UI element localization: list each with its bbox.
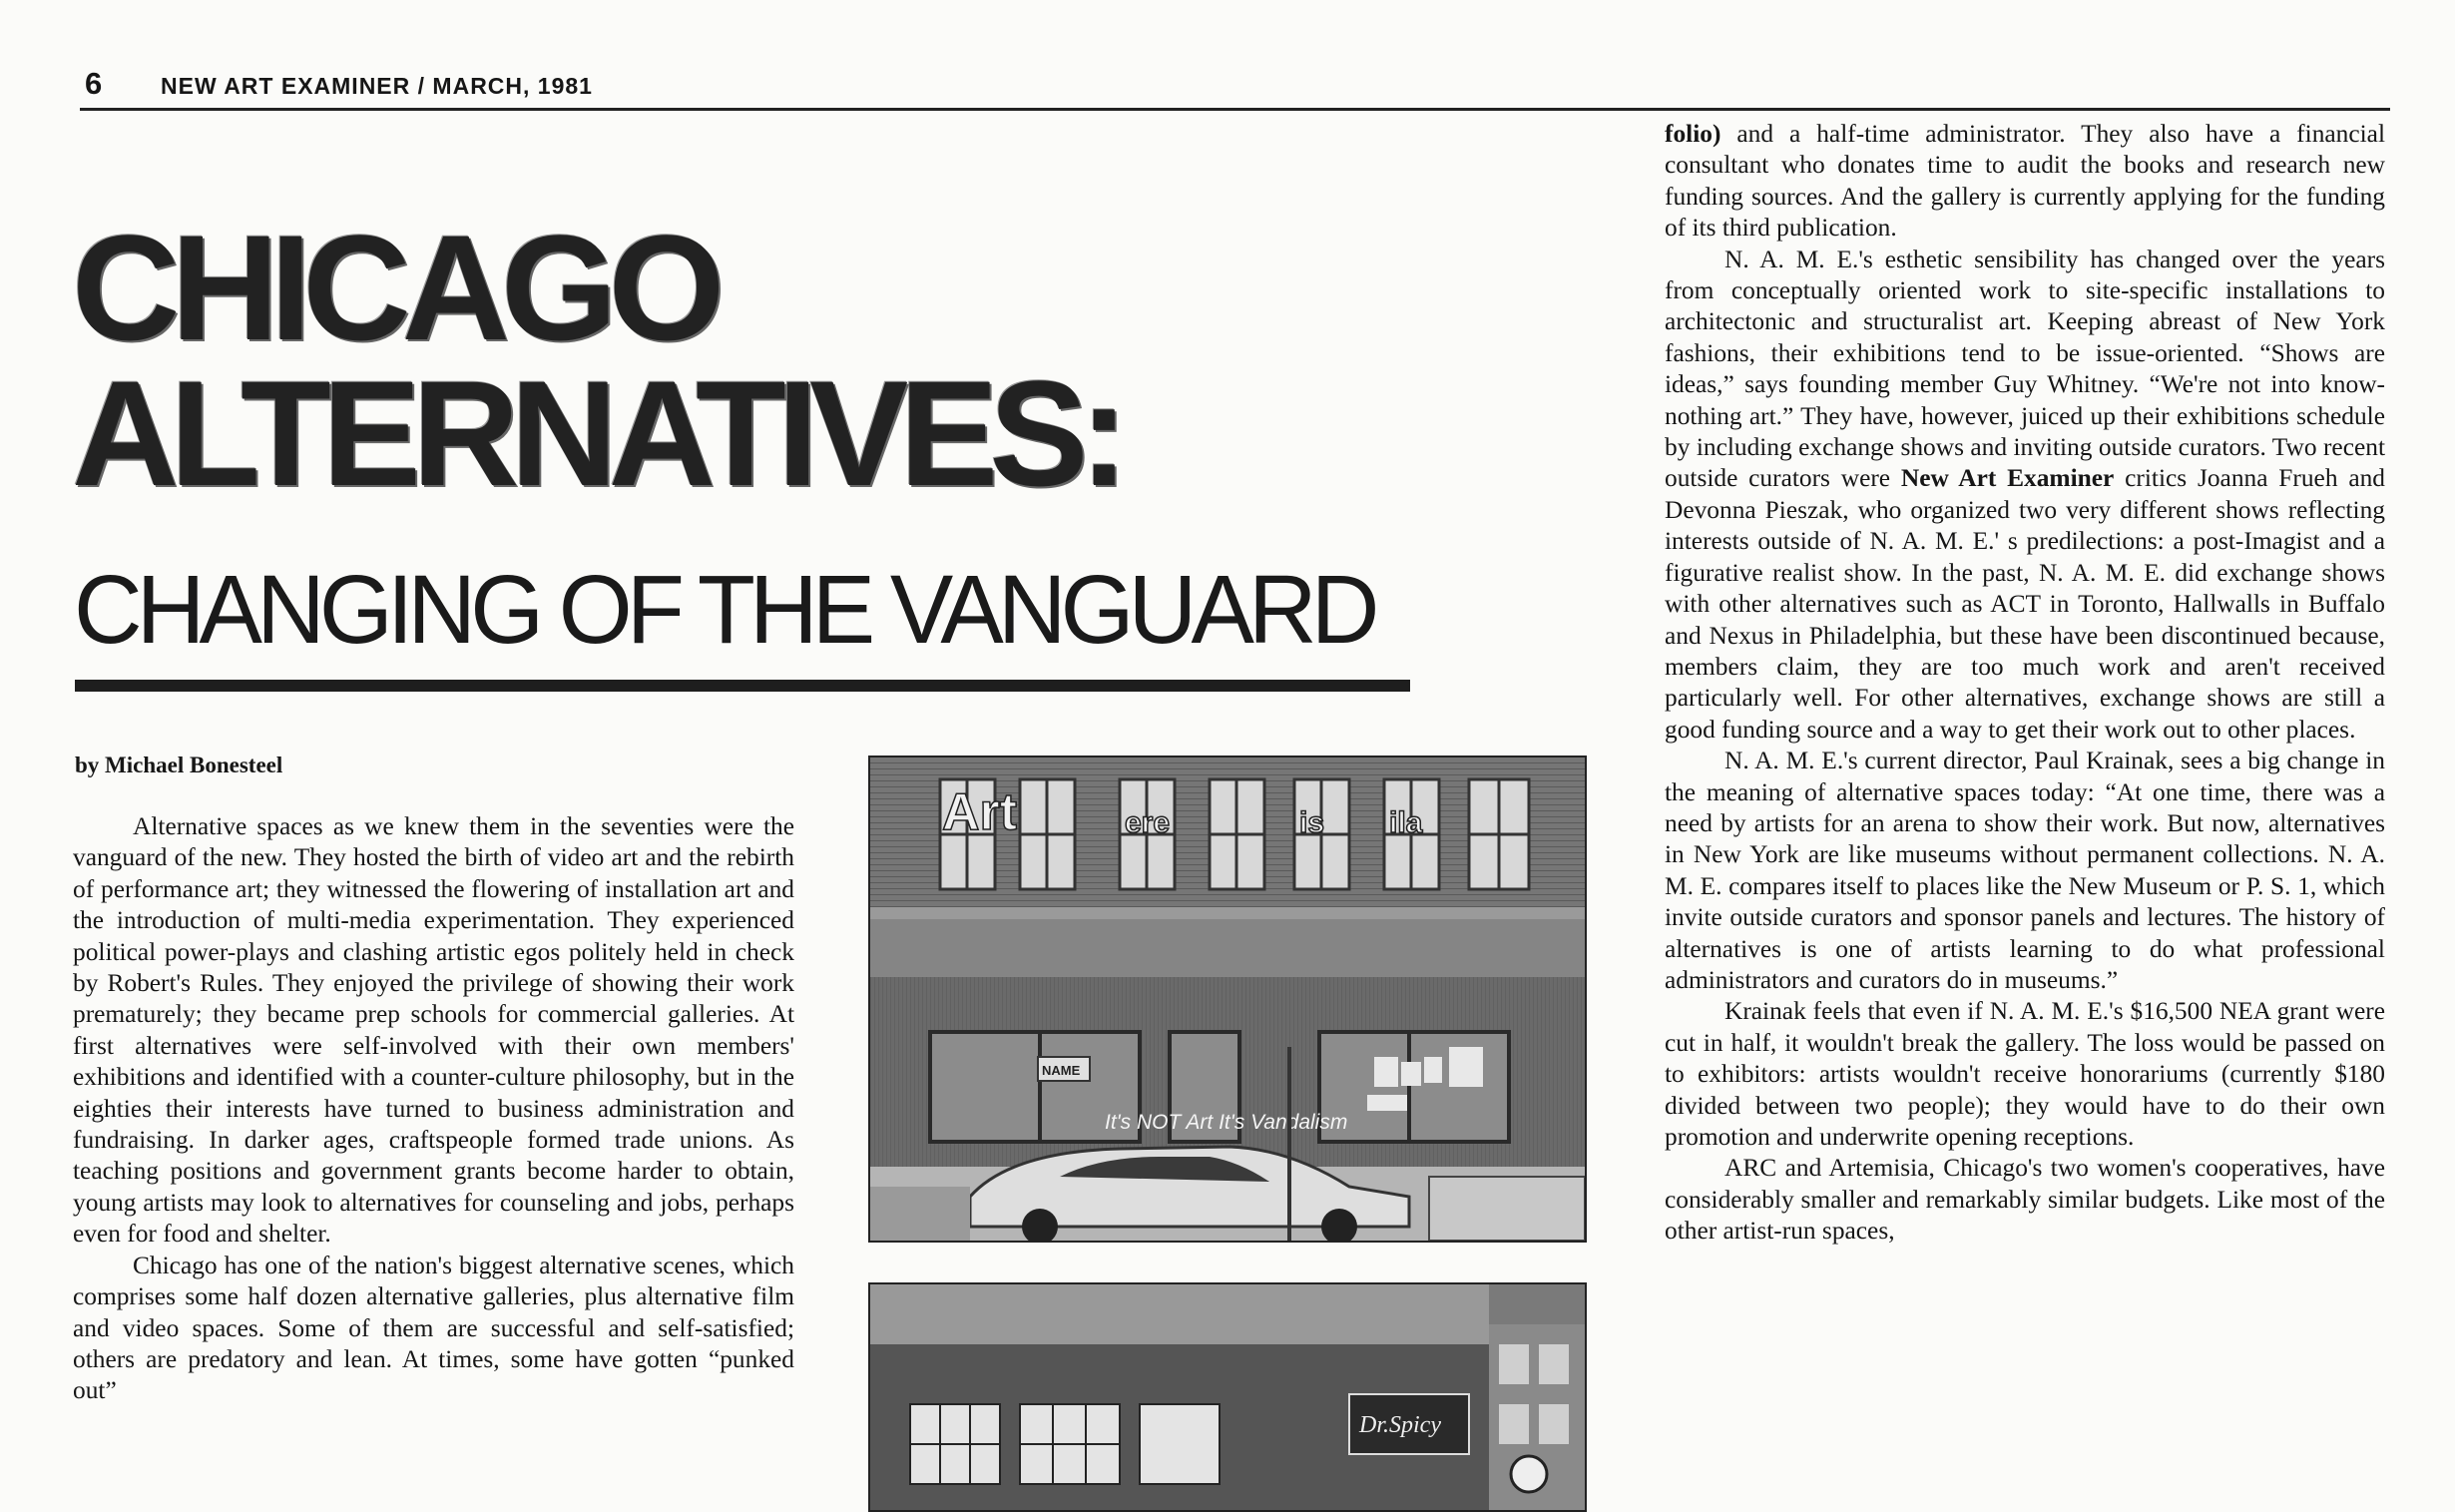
text-run: N. A. M. E.'s esthetic sensibility has changed over the years from conceptually oriented work to site-specific installations to architectonic and structuralist art. Keeping abreast of New York fashions, their exhibitions tend to be issue-oriented. “Shows are ideas,” says founding member Guy Whitney. “We're not into know-nothing art.” They have, however, juiced up their exhibitions schedule by including exchange shows and inviting outside curators. Two recent outside curators were xyxy=(1665,245,2385,493)
headline-subtitle: CHANGING OF THE VANGUARD xyxy=(74,555,1374,664)
paragraph: Alternative spaces as we knew them in the seventies were the vanguard of the new. They hosted the birth of video art and the rebirth of performance art; they witnessed the flowering of installation art and the introduction of multi-media experimentation. They experienced political power-plays and clashing artistic egos politely held in check by Robert's Rules. They enjoyed the privilege of showing their work prematurely; they became prep schools for commercial galleries. At first alternatives were self-involved with their own members' exhibitions and identified with a counter-culture philosophy, but in the eighties their interests have turned to business administration and fundraising. In darker ages, craftspeople formed trade unions. As teaching positions and government grants become harder to obtain, young artists may look to alternatives for counseling and jobs, perhaps even for food and shelter. xyxy=(73,812,794,1249)
graffiti-word: Art xyxy=(942,783,1018,841)
storefront-sign: Dr.Spicy xyxy=(1359,1412,1441,1438)
paragraph xyxy=(1665,245,2385,747)
paragraph: Chicago has one of the nation's biggest alternative scenes, which comprises some half dozen alternative galleries, plus alternative film and video spaces. Some of them are successful and self-satisfied; others are predatory and lean. At times, some have gotten “punked out” xyxy=(73,1251,794,1405)
graffiti-word: is xyxy=(1299,806,1325,839)
text-run: critics Joanna Frueh and Devonna Pieszak, who organized two very different shows reflecting interests outside of N. A. M. E.' s predilections: a post-Imagist and a figurative realist show. In the past, N. A. M. E. did exchange shows with other alternatives such as ACT in Toronto, Hallwalls in Buffalo and Nexus in Philadelphia, but these have been discontinued because, members claim, they are too much work and aren't received particularly well. For other alternatives, exchange shows are still a good funding source and a way to get their work out to other places. xyxy=(1665,464,2385,744)
graffiti-word: ila xyxy=(1389,806,1423,839)
publication-name: New Art Examiner xyxy=(1900,464,2115,493)
header-rule xyxy=(80,108,2390,111)
headline-line2: ALTERNATIVES: xyxy=(72,349,1121,517)
title-rule xyxy=(75,680,1410,692)
graffiti-caption: It's NOT Art It's Vandalism xyxy=(1105,1111,1348,1134)
page-number: 6 xyxy=(85,66,103,101)
storefront-photo xyxy=(868,1282,1587,1512)
headline-line1: CHICAGO xyxy=(72,204,717,371)
article-column-2 xyxy=(1665,119,2385,1248)
storefront-illustration xyxy=(870,1284,1585,1510)
running-head: NEW ART EXAMINER / MARCH, 1981 xyxy=(161,73,593,99)
facade-illustration xyxy=(870,757,1585,1241)
bold-text: folio) xyxy=(1665,120,1721,148)
gallery-sign: NAME xyxy=(1042,1063,1081,1078)
text-run: and a half-time administrator. They also have a financial consultant who donates time to audit the books and research new funding sources. And the gallery is currently applying for the funding of its third publication. xyxy=(1665,120,2385,243)
byline: by Michael Bonesteel xyxy=(75,753,283,777)
paragraph: ARC and Artemisia, Chicago's two women's cooperatives, have considerably smaller and remarkably similar budgets. Like most of the other artist-run spaces, xyxy=(1665,1154,2385,1246)
page-header xyxy=(85,62,2395,112)
article-column-1 xyxy=(73,811,794,1407)
graffiti-word: ere xyxy=(1125,806,1171,839)
gallery-facade-photo xyxy=(868,756,1587,1243)
paragraph: N. A. M. E.'s current director, Paul Krainak, sees a big change in the meaning of alternative spaces today: “At one time, there was a need by artists for an arena to show their work. But now, alternatives in New York are like museums without permanent collections. N. A. M. E. compares itself to places like the New Museum or P. S. 1, which invite outside curators and sponsor panels and lectures. The history of alternatives is one of artists learning to do what professional administrators and curators do in museums.” xyxy=(1665,747,2385,994)
paragraph: Krainak feels that even if N. A. M. E.'s $16,500 NEA grant were cut in half, it wouldn't break the gallery. The loss would be passed on to exhibitors: artists wouldn't receive honorariums (currently $180 divided between two people); they would have to do their own promotion and underwrite opening receptions. xyxy=(1665,997,2385,1151)
paragraph xyxy=(1665,119,2385,245)
